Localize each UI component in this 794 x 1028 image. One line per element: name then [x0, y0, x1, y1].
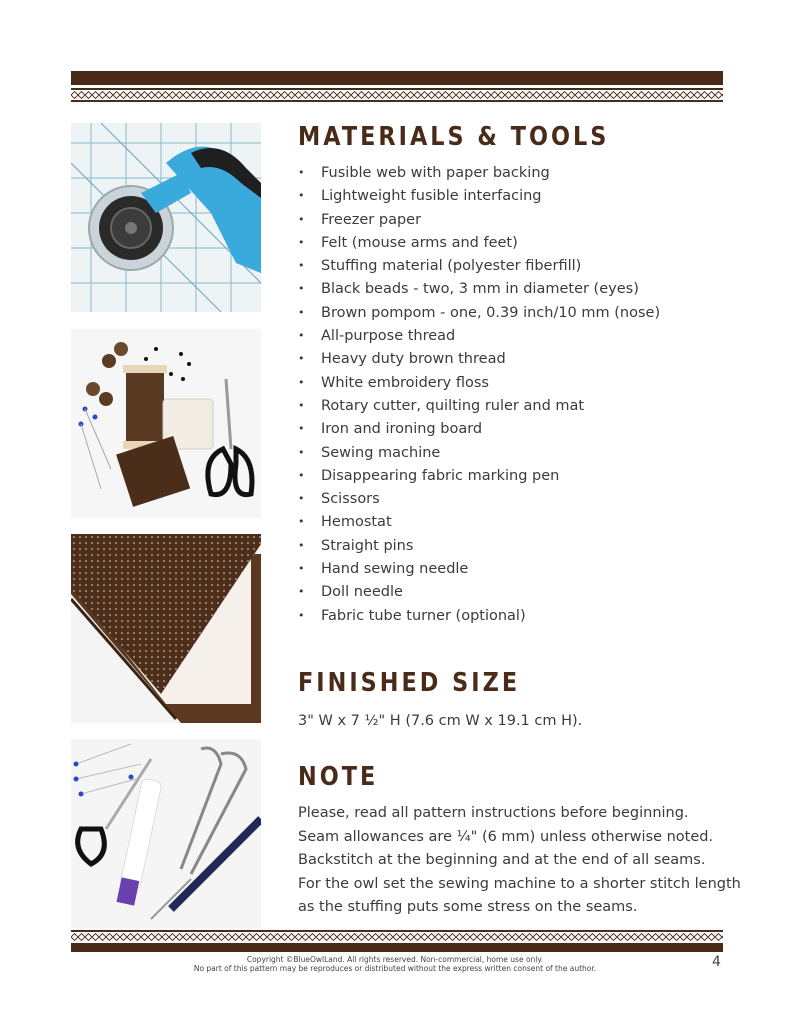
list-item: • Brown pompom - one, 0.39 inch/10 mm (nose) [298, 303, 660, 326]
note-line: as the stuffing puts some stress on the seams. [298, 899, 638, 915]
list-item: • Black beads - two, 3 mm in diameter (eyes) [298, 279, 660, 302]
list-item: • Doll needle [298, 582, 660, 605]
header-zigzag-border [71, 91, 723, 99]
tools-pens-hemostat-photo [71, 739, 261, 928]
copyright-line-1: Copyright ©BlueOwlLand. All rights reserved. Non-commercial, home use only. [246, 955, 544, 964]
list-item: • All-purpose thread [298, 326, 660, 349]
footer-rule-upper [71, 930, 723, 932]
list-item: • White embroidery floss [298, 373, 660, 396]
list-item: • Sewing machine [298, 443, 660, 466]
list-item: • Rotary cutter, quilting ruler and mat [298, 396, 660, 419]
finished-size-text: 3" W x 7 ½" H (7.6 cm W x 19.1 cm H). [298, 713, 583, 729]
list-item: • Iron and ironing board [298, 419, 660, 442]
list-item: • Freezer paper [298, 210, 660, 233]
footer-zigzag-border [71, 933, 723, 941]
note-body [298, 803, 741, 921]
list-item: • Disappearing fabric marking pen [298, 466, 660, 489]
finished-size-heading: FINISHED SIZE [298, 668, 521, 698]
list-item: • Fusible web with paper backing [298, 163, 660, 186]
fabric-stack-photo [71, 534, 261, 723]
note-line: Backstitch at the beginning and at the end of all seams. [298, 852, 706, 868]
page-number: 4 [712, 954, 721, 970]
note-heading: NOTE [298, 762, 379, 792]
rotary-cutter-photo [71, 123, 261, 312]
list-item: • Stuffing material (polyester fiberfill) [298, 256, 660, 279]
footer-band [71, 943, 723, 952]
list-item: • Heavy duty brown thread [298, 349, 660, 372]
list-item: • Felt (mouse arms and feet) [298, 233, 660, 256]
list-item: • Scissors [298, 489, 660, 512]
materials-list [298, 163, 660, 629]
list-item: • Lightweight fusible interfacing [298, 186, 660, 209]
thread-beads-scissors-photo [71, 329, 261, 518]
list-item: • Hemostat [298, 512, 660, 535]
materials-heading: MATERIALS & TOOLS [298, 122, 610, 152]
note-line: Seam allowances are ¼" (6 mm) unless otherwise noted. [298, 828, 714, 845]
list-item: • Straight pins [298, 536, 660, 559]
list-item: • Hand sewing needle [298, 559, 660, 582]
header-band [71, 71, 723, 85]
copyright-line-2: No part of this pattern may be reproduces or distributed without the express written consent of the author. [193, 964, 597, 973]
list-item: • Fabric tube turner (optional) [298, 606, 660, 629]
note-line: For the owl set the sewing machine to a shorter stitch length [298, 875, 741, 892]
header-rule-lower [71, 100, 723, 102]
note-line: Please, read all pattern instructions before beginning. [298, 805, 689, 821]
header-rule [71, 88, 723, 90]
